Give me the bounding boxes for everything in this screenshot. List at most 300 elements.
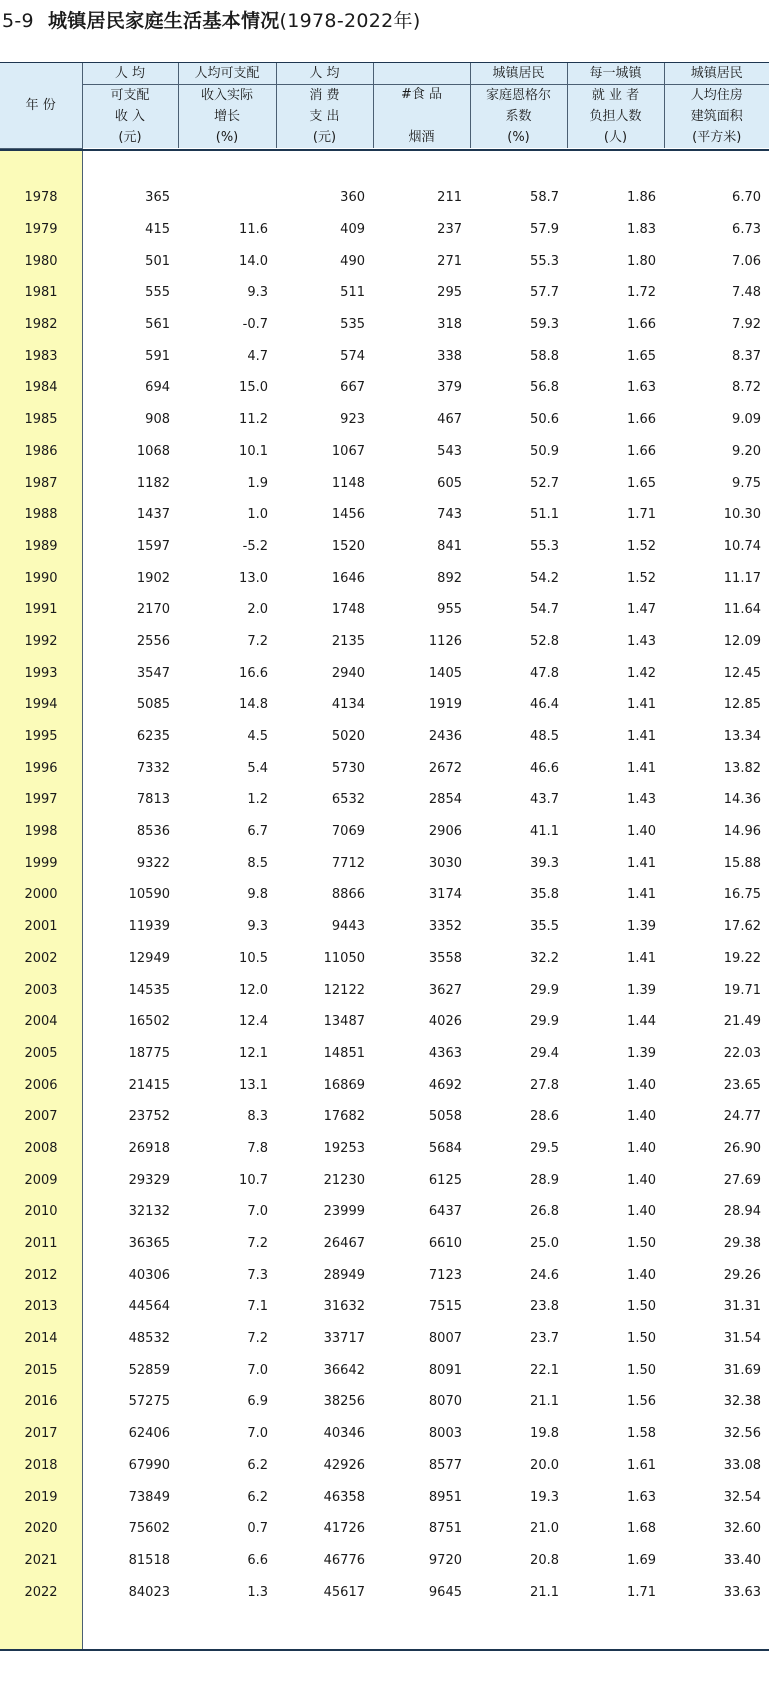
cell-food: 3558 bbox=[428, 950, 462, 966]
table-row bbox=[0, 816, 769, 848]
cell-dependents: 1.41 bbox=[627, 950, 656, 966]
cell-growth: 2.0 bbox=[247, 602, 268, 618]
cell-year: 1978 bbox=[24, 190, 58, 206]
cell-dependents: 1.69 bbox=[627, 1552, 656, 1568]
table-number: 5-9 bbox=[2, 10, 34, 32]
cell-housing: 9.75 bbox=[732, 475, 761, 491]
cell-growth: 7.3 bbox=[247, 1267, 268, 1283]
cell-housing: 32.60 bbox=[723, 1521, 761, 1537]
cell-year: 1993 bbox=[24, 665, 58, 681]
cell-engel: 28.6 bbox=[530, 1109, 559, 1125]
cell-dependents: 1.44 bbox=[627, 1014, 656, 1030]
cell-housing: 27.69 bbox=[723, 1172, 761, 1188]
cell-dependents: 1.40 bbox=[627, 1109, 656, 1125]
cell-year: 1981 bbox=[24, 285, 58, 301]
table-row bbox=[0, 277, 769, 309]
table-row bbox=[0, 847, 769, 879]
cell-engel: 29.5 bbox=[530, 1140, 559, 1156]
cell-consumption: 360 bbox=[340, 190, 365, 206]
cell-engel: 35.8 bbox=[530, 887, 559, 903]
cell-engel: 58.8 bbox=[530, 348, 559, 364]
cell-food: 7123 bbox=[428, 1267, 462, 1283]
header-consumption-3: 支 出 bbox=[276, 106, 373, 127]
cell-income: 84023 bbox=[128, 1584, 170, 1600]
cell-dependents: 1.86 bbox=[627, 190, 656, 206]
table-row bbox=[0, 499, 769, 531]
cell-food: 8003 bbox=[428, 1426, 462, 1442]
cell-consumption: 46358 bbox=[323, 1489, 365, 1505]
cell-food: 318 bbox=[437, 317, 462, 333]
table-title-years: (1978-2022年) bbox=[279, 10, 421, 32]
table-row bbox=[0, 1513, 769, 1545]
cell-growth: 11.2 bbox=[239, 412, 268, 428]
cell-year: 2003 bbox=[24, 982, 58, 998]
cell-income: 8536 bbox=[136, 824, 170, 840]
cell-housing: 31.31 bbox=[723, 1299, 761, 1315]
cell-housing: 21.49 bbox=[723, 1014, 761, 1030]
cell-income: 48532 bbox=[128, 1331, 170, 1347]
cell-year: 2009 bbox=[24, 1172, 58, 1188]
cell-growth: 10.7 bbox=[239, 1172, 268, 1188]
header-housing-4: (平方米) bbox=[664, 127, 769, 148]
cell-growth: 7.8 bbox=[247, 1140, 268, 1156]
cell-dependents: 1.41 bbox=[627, 697, 656, 713]
cell-engel: 24.6 bbox=[530, 1267, 559, 1283]
cell-housing: 31.54 bbox=[723, 1331, 761, 1347]
cell-growth: 7.0 bbox=[247, 1426, 268, 1442]
header-growth-4: (%) bbox=[178, 127, 276, 148]
cell-dependents: 1.39 bbox=[627, 919, 656, 935]
cell-food: 3627 bbox=[428, 982, 462, 998]
cell-dependents: 1.43 bbox=[627, 633, 656, 649]
cell-year: 2020 bbox=[24, 1521, 58, 1537]
bottom-rule bbox=[0, 1649, 769, 1651]
cell-housing: 17.62 bbox=[723, 919, 761, 935]
cell-food: 892 bbox=[437, 570, 462, 586]
cell-food: 2672 bbox=[428, 760, 462, 776]
cell-income: 591 bbox=[145, 348, 170, 364]
table-row bbox=[0, 1291, 769, 1323]
cell-growth: 7.0 bbox=[247, 1204, 268, 1220]
cell-housing: 7.92 bbox=[732, 317, 761, 333]
cell-income: 2556 bbox=[136, 633, 170, 649]
cell-growth: 8.3 bbox=[247, 1109, 268, 1125]
header-growth-3: 增长 bbox=[178, 106, 276, 127]
cell-consumption: 26467 bbox=[323, 1236, 365, 1252]
header-dependents-4: (人) bbox=[567, 127, 664, 148]
cell-year: 1983 bbox=[24, 348, 58, 364]
cell-income: 7813 bbox=[136, 792, 170, 808]
cell-dependents: 1.41 bbox=[627, 760, 656, 776]
cell-growth: 1.0 bbox=[247, 507, 268, 523]
table-row bbox=[0, 531, 769, 563]
cell-year: 1982 bbox=[24, 317, 58, 333]
cell-year: 1979 bbox=[24, 222, 58, 238]
cell-housing: 26.90 bbox=[723, 1140, 761, 1156]
cell-growth: -0.7 bbox=[242, 317, 268, 333]
cell-engel: 32.2 bbox=[530, 950, 559, 966]
cell-housing: 12.85 bbox=[723, 697, 761, 713]
cell-dependents: 1.40 bbox=[627, 1267, 656, 1283]
table-row bbox=[0, 626, 769, 658]
cell-housing: 28.94 bbox=[723, 1204, 761, 1220]
cell-dependents: 1.41 bbox=[627, 729, 656, 745]
cell-growth: 1.9 bbox=[247, 475, 268, 491]
cell-consumption: 535 bbox=[340, 317, 365, 333]
cell-dependents: 1.52 bbox=[627, 538, 656, 554]
cell-dependents: 1.39 bbox=[627, 982, 656, 998]
cell-engel: 29.9 bbox=[530, 1014, 559, 1030]
cell-housing: 23.65 bbox=[723, 1077, 761, 1093]
cell-engel: 47.8 bbox=[530, 665, 559, 681]
cell-housing: 13.34 bbox=[723, 729, 761, 745]
table-row bbox=[0, 309, 769, 341]
cell-year: 2007 bbox=[24, 1109, 58, 1125]
table-row bbox=[0, 943, 769, 975]
cell-engel: 41.1 bbox=[530, 824, 559, 840]
cell-dependents: 1.40 bbox=[627, 1077, 656, 1093]
cell-housing: 9.20 bbox=[732, 443, 761, 459]
cell-year: 1997 bbox=[24, 792, 58, 808]
table-row bbox=[0, 1418, 769, 1450]
cell-dependents: 1.40 bbox=[627, 1140, 656, 1156]
cell-dependents: 1.83 bbox=[627, 222, 656, 238]
cell-dependents: 1.68 bbox=[627, 1521, 656, 1537]
cell-engel: 48.5 bbox=[530, 729, 559, 745]
cell-income: 555 bbox=[145, 285, 170, 301]
cell-income: 1068 bbox=[136, 443, 170, 459]
header-income-1: 人 均 bbox=[82, 63, 178, 85]
table-row bbox=[0, 1196, 769, 1228]
cell-consumption: 46776 bbox=[323, 1552, 365, 1568]
cell-consumption: 23999 bbox=[323, 1204, 365, 1220]
cell-dependents: 1.56 bbox=[627, 1394, 656, 1410]
cell-growth: 1.2 bbox=[247, 792, 268, 808]
cell-year: 2010 bbox=[24, 1204, 58, 1220]
cell-housing: 12.09 bbox=[723, 633, 761, 649]
cell-year: 2004 bbox=[24, 1014, 58, 1030]
cell-food: 295 bbox=[437, 285, 462, 301]
cell-dependents: 1.47 bbox=[627, 602, 656, 618]
cell-growth: 6.6 bbox=[247, 1552, 268, 1568]
cell-food: 8091 bbox=[428, 1362, 462, 1378]
cell-food: 2436 bbox=[428, 729, 462, 745]
table-row bbox=[0, 245, 769, 277]
cell-housing: 14.96 bbox=[723, 824, 761, 840]
cell-food: 3174 bbox=[428, 887, 462, 903]
cell-growth: 7.2 bbox=[247, 1331, 268, 1347]
cell-housing: 33.40 bbox=[723, 1552, 761, 1568]
cell-year: 2018 bbox=[24, 1457, 58, 1473]
cell-food: 6125 bbox=[428, 1172, 462, 1188]
cell-dependents: 1.71 bbox=[627, 507, 656, 523]
cell-engel: 29.4 bbox=[530, 1045, 559, 1061]
cell-dependents: 1.80 bbox=[627, 253, 656, 269]
cell-housing: 19.22 bbox=[723, 950, 761, 966]
cell-year: 2015 bbox=[24, 1362, 58, 1378]
header-dependents-3: 负担人数 bbox=[567, 106, 664, 127]
cell-income: 7332 bbox=[136, 760, 170, 776]
cell-income: 81518 bbox=[128, 1552, 170, 1568]
cell-year: 1994 bbox=[24, 697, 58, 713]
cell-consumption: 4134 bbox=[331, 697, 365, 713]
cell-housing: 12.45 bbox=[723, 665, 761, 681]
header-year: 年 份 bbox=[0, 63, 82, 148]
table-row bbox=[0, 594, 769, 626]
cell-food: 9720 bbox=[428, 1552, 462, 1568]
cell-year: 1984 bbox=[24, 380, 58, 396]
cell-consumption: 31632 bbox=[323, 1299, 365, 1315]
cell-growth: 9.8 bbox=[247, 887, 268, 903]
cell-growth: 1.3 bbox=[247, 1584, 268, 1600]
cell-food: 8951 bbox=[428, 1489, 462, 1505]
cell-food: 6437 bbox=[428, 1204, 462, 1220]
cell-food: 4692 bbox=[428, 1077, 462, 1093]
header-income-3: 收 入 bbox=[82, 106, 178, 127]
cell-food: 338 bbox=[437, 348, 462, 364]
cell-food: 1126 bbox=[428, 633, 462, 649]
cell-housing: 6.70 bbox=[732, 190, 761, 206]
cell-year: 1991 bbox=[24, 602, 58, 618]
cell-food: 743 bbox=[437, 507, 462, 523]
table-row bbox=[0, 752, 769, 784]
header-food-1: #食 品 bbox=[373, 85, 470, 128]
cell-engel: 57.7 bbox=[530, 285, 559, 301]
cell-growth: 13.0 bbox=[239, 570, 268, 586]
header-housing-3: 建筑面积 bbox=[664, 106, 769, 127]
cell-growth: 12.0 bbox=[239, 982, 268, 998]
cell-food: 3352 bbox=[428, 919, 462, 935]
cell-housing: 29.38 bbox=[723, 1236, 761, 1252]
cell-food: 4026 bbox=[428, 1014, 462, 1030]
cell-income: 18775 bbox=[128, 1045, 170, 1061]
cell-consumption: 8866 bbox=[331, 887, 365, 903]
cell-consumption: 2940 bbox=[331, 665, 365, 681]
table-row bbox=[0, 1545, 769, 1577]
cell-dependents: 1.50 bbox=[627, 1331, 656, 1347]
cell-food: 3030 bbox=[428, 855, 462, 871]
cell-year: 2006 bbox=[24, 1077, 58, 1093]
cell-housing: 33.08 bbox=[723, 1457, 761, 1473]
cell-dependents: 1.65 bbox=[627, 475, 656, 491]
cell-housing: 33.63 bbox=[723, 1584, 761, 1600]
cell-engel: 21.0 bbox=[530, 1521, 559, 1537]
cell-growth: 4.7 bbox=[247, 348, 268, 364]
cell-consumption: 19253 bbox=[323, 1140, 365, 1156]
cell-engel: 52.7 bbox=[530, 475, 559, 491]
cell-consumption: 33717 bbox=[323, 1331, 365, 1347]
cell-consumption: 12122 bbox=[323, 982, 365, 998]
cell-dependents: 1.66 bbox=[627, 412, 656, 428]
table-row bbox=[0, 784, 769, 816]
cell-dependents: 1.50 bbox=[627, 1299, 656, 1315]
cell-year: 1995 bbox=[24, 729, 58, 745]
cell-income: 1597 bbox=[136, 538, 170, 554]
cell-income: 67990 bbox=[128, 1457, 170, 1473]
table-row bbox=[0, 1069, 769, 1101]
cell-food: 1919 bbox=[428, 697, 462, 713]
cell-dependents: 1.50 bbox=[627, 1236, 656, 1252]
cell-consumption: 490 bbox=[340, 253, 365, 269]
cell-engel: 50.6 bbox=[530, 412, 559, 428]
cell-income: 1437 bbox=[136, 507, 170, 523]
table-row bbox=[0, 562, 769, 594]
table-row bbox=[0, 911, 769, 943]
cell-growth: 14.8 bbox=[239, 697, 268, 713]
cell-income: 23752 bbox=[128, 1109, 170, 1125]
cell-housing: 31.69 bbox=[723, 1362, 761, 1378]
cell-engel: 20.8 bbox=[530, 1552, 559, 1568]
cell-engel: 22.1 bbox=[530, 1362, 559, 1378]
cell-growth: 8.5 bbox=[247, 855, 268, 871]
cell-engel: 19.8 bbox=[530, 1426, 559, 1442]
cell-engel: 55.3 bbox=[530, 253, 559, 269]
cell-consumption: 7712 bbox=[331, 855, 365, 871]
cell-consumption: 21230 bbox=[323, 1172, 365, 1188]
cell-consumption: 409 bbox=[340, 222, 365, 238]
cell-income: 32132 bbox=[128, 1204, 170, 1220]
cell-consumption: 1148 bbox=[331, 475, 365, 491]
cell-growth: 0.7 bbox=[247, 1521, 268, 1537]
cell-consumption: 16869 bbox=[323, 1077, 365, 1093]
table-row bbox=[0, 1038, 769, 1070]
cell-growth: 7.1 bbox=[247, 1299, 268, 1315]
cell-income: 365 bbox=[145, 190, 170, 206]
cell-food: 1405 bbox=[428, 665, 462, 681]
cell-engel: 55.3 bbox=[530, 538, 559, 554]
header-consumption-1: 人 均 bbox=[276, 63, 373, 85]
cell-food: 2854 bbox=[428, 792, 462, 808]
cell-housing: 13.82 bbox=[723, 760, 761, 776]
cell-growth: 7.0 bbox=[247, 1362, 268, 1378]
cell-food: 237 bbox=[437, 222, 462, 238]
cell-dependents: 1.42 bbox=[627, 665, 656, 681]
header-consumption-2: 消 费 bbox=[276, 85, 373, 107]
cell-consumption: 5730 bbox=[331, 760, 365, 776]
cell-consumption: 11050 bbox=[323, 950, 365, 966]
table-row bbox=[0, 214, 769, 246]
data-table bbox=[0, 182, 769, 1608]
cell-engel: 54.7 bbox=[530, 602, 559, 618]
cell-consumption: 13487 bbox=[323, 1014, 365, 1030]
cell-income: 26918 bbox=[128, 1140, 170, 1156]
table-row bbox=[0, 1354, 769, 1386]
cell-housing: 22.03 bbox=[723, 1045, 761, 1061]
cell-consumption: 1646 bbox=[331, 570, 365, 586]
cell-dependents: 1.63 bbox=[627, 1489, 656, 1505]
cell-food: 9645 bbox=[428, 1584, 462, 1600]
cell-food: 271 bbox=[437, 253, 462, 269]
cell-food: 8007 bbox=[428, 1331, 462, 1347]
cell-income: 36365 bbox=[128, 1236, 170, 1252]
table-row bbox=[0, 436, 769, 468]
cell-consumption: 45617 bbox=[323, 1584, 365, 1600]
cell-growth bbox=[178, 182, 276, 214]
table-title bbox=[2, 6, 421, 33]
cell-growth: 6.7 bbox=[247, 824, 268, 840]
table-row bbox=[0, 1133, 769, 1165]
cell-income: 40306 bbox=[128, 1267, 170, 1283]
cell-income: 3547 bbox=[136, 665, 170, 681]
cell-year: 2021 bbox=[24, 1552, 58, 1568]
table-row bbox=[0, 1450, 769, 1482]
cell-consumption: 36642 bbox=[323, 1362, 365, 1378]
cell-growth: 13.1 bbox=[239, 1077, 268, 1093]
cell-food: 7515 bbox=[428, 1299, 462, 1315]
cell-year: 1992 bbox=[24, 633, 58, 649]
cell-engel: 52.8 bbox=[530, 633, 559, 649]
cell-engel: 20.0 bbox=[530, 1457, 559, 1473]
cell-year: 2017 bbox=[24, 1426, 58, 1442]
table-row bbox=[0, 1386, 769, 1418]
cell-growth: 16.6 bbox=[239, 665, 268, 681]
header-housing-1: 城镇居民 bbox=[664, 63, 769, 85]
cell-engel: 43.7 bbox=[530, 792, 559, 808]
cell-dependents: 1.40 bbox=[627, 824, 656, 840]
cell-food: 8577 bbox=[428, 1457, 462, 1473]
cell-housing: 10.30 bbox=[723, 507, 761, 523]
cell-income: 73849 bbox=[128, 1489, 170, 1505]
cell-engel: 51.1 bbox=[530, 507, 559, 523]
cell-housing: 32.38 bbox=[723, 1394, 761, 1410]
cell-growth: 9.3 bbox=[247, 919, 268, 935]
cell-year: 1996 bbox=[24, 760, 58, 776]
cell-food: 211 bbox=[437, 190, 462, 206]
cell-consumption: 40346 bbox=[323, 1426, 365, 1442]
cell-income: 501 bbox=[145, 253, 170, 269]
table-row bbox=[0, 1576, 769, 1608]
cell-dependents: 1.66 bbox=[627, 443, 656, 459]
cell-engel: 29.9 bbox=[530, 982, 559, 998]
cell-engel: 25.0 bbox=[530, 1236, 559, 1252]
cell-dependents: 1.65 bbox=[627, 348, 656, 364]
table-row bbox=[0, 1259, 769, 1291]
cell-consumption: 6532 bbox=[331, 792, 365, 808]
cell-engel: 56.8 bbox=[530, 380, 559, 396]
cell-dependents: 1.61 bbox=[627, 1457, 656, 1473]
cell-growth: 7.2 bbox=[247, 1236, 268, 1252]
cell-housing: 11.64 bbox=[723, 602, 761, 618]
cell-consumption: 42926 bbox=[323, 1457, 365, 1473]
cell-growth: 6.2 bbox=[247, 1457, 268, 1473]
cell-engel: 39.3 bbox=[530, 855, 559, 871]
cell-growth: 11.6 bbox=[239, 222, 268, 238]
cell-engel: 46.6 bbox=[530, 760, 559, 776]
cell-growth: 4.5 bbox=[247, 729, 268, 745]
cell-food: 6610 bbox=[428, 1236, 462, 1252]
cell-consumption: 14851 bbox=[323, 1045, 365, 1061]
cell-consumption: 1520 bbox=[331, 538, 365, 554]
cell-consumption: 9443 bbox=[331, 919, 365, 935]
cell-dependents: 1.52 bbox=[627, 570, 656, 586]
table-row bbox=[0, 1323, 769, 1355]
cell-engel: 58.7 bbox=[530, 190, 559, 206]
table-row bbox=[0, 879, 769, 911]
cell-housing: 15.88 bbox=[723, 855, 761, 871]
cell-consumption: 2135 bbox=[331, 633, 365, 649]
table-row bbox=[0, 182, 769, 214]
cell-dependents: 1.40 bbox=[627, 1172, 656, 1188]
cell-engel: 27.8 bbox=[530, 1077, 559, 1093]
header-engel-1: 城镇居民 bbox=[470, 63, 567, 85]
header-food-2: 烟酒 bbox=[373, 127, 470, 148]
table-header bbox=[0, 63, 769, 149]
cell-growth: 12.1 bbox=[239, 1045, 268, 1061]
cell-housing: 11.17 bbox=[723, 570, 761, 586]
cell-food: 8070 bbox=[428, 1394, 462, 1410]
header-consumption-4: (元) bbox=[276, 127, 373, 148]
cell-food: 5058 bbox=[428, 1109, 462, 1125]
